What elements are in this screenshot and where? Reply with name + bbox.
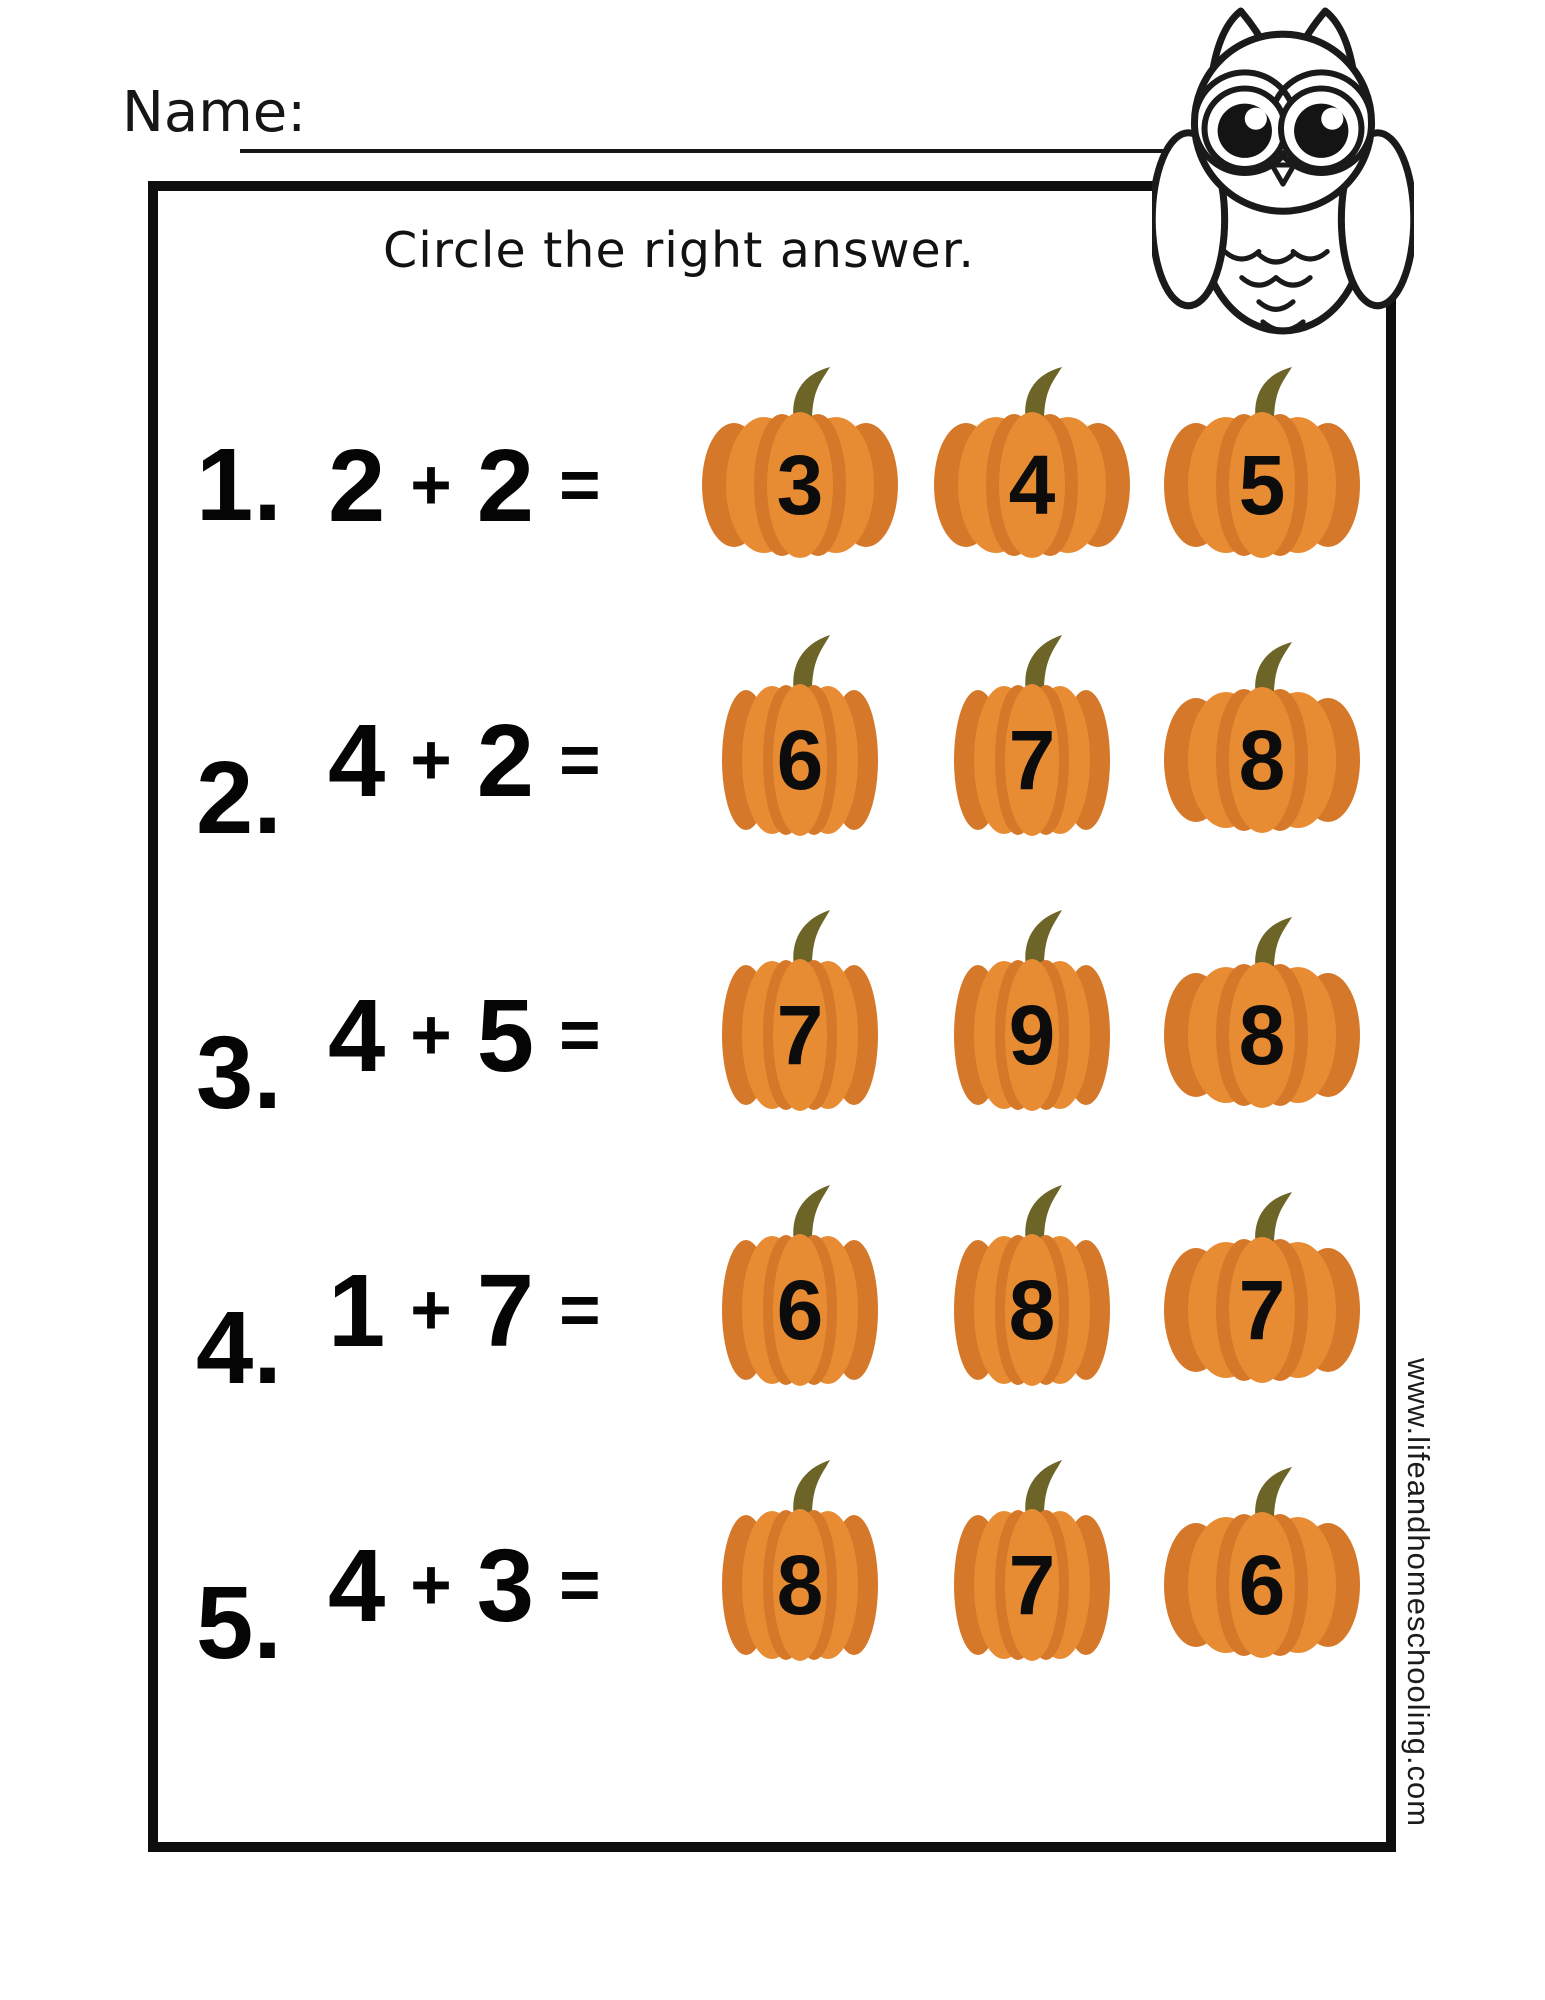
answer-option-pumpkin[interactable]: [720, 905, 880, 1119]
problem-number: 5.: [196, 1565, 282, 1680]
addend-a: 1: [328, 1252, 386, 1368]
answer-value: 4: [1008, 437, 1056, 532]
problem-number: 3.: [196, 1015, 282, 1130]
plus-sign: +: [410, 1270, 452, 1350]
addend-a: 4: [328, 702, 386, 818]
problem-number: 2.: [196, 740, 282, 855]
equals-sign: =: [559, 1545, 601, 1625]
plus-sign: +: [410, 1545, 452, 1625]
answer-option-pumpkin[interactable]: [952, 630, 1112, 844]
addend-a: 2: [328, 427, 386, 543]
answer-value: 7: [1008, 1538, 1056, 1632]
problem-row: [0, 920, 1545, 1150]
problem-row: [0, 1195, 1545, 1425]
addend-b: 3: [476, 1527, 535, 1643]
problem-row: [0, 1470, 1545, 1700]
answer-value: 9: [1008, 988, 1056, 1082]
answer-value: 8: [1238, 987, 1286, 1082]
answer-value: 8: [776, 1538, 824, 1632]
answer-option-pumpkin[interactable]: [700, 363, 900, 561]
answer-option-pumpkin[interactable]: [952, 1455, 1112, 1669]
page-title: Circle the right answer.: [383, 222, 975, 279]
answer-option-pumpkin[interactable]: [720, 630, 880, 844]
answer-option-pumpkin[interactable]: [1162, 638, 1362, 836]
answer-value: 7: [1238, 1262, 1286, 1357]
owl-icon: [1152, 6, 1414, 338]
equation: [328, 1470, 601, 1700]
answer-value: 5: [1238, 437, 1286, 532]
addend-b: 2: [476, 702, 535, 818]
answer-option-pumpkin[interactable]: [1162, 1188, 1362, 1386]
answer-option-pumpkin[interactable]: [952, 905, 1112, 1119]
answer-value: 8: [1008, 1263, 1056, 1357]
addend-b: 5: [476, 977, 535, 1093]
equals-sign: =: [559, 445, 601, 525]
equals-sign: =: [559, 995, 601, 1075]
plus-sign: +: [410, 995, 452, 1075]
answer-option-pumpkin[interactable]: [1162, 363, 1362, 561]
answer-option-pumpkin[interactable]: [932, 363, 1132, 561]
addend-b: 7: [476, 1252, 535, 1368]
answer-value: 8: [1238, 712, 1286, 807]
name-input-line[interactable]: [240, 149, 1168, 153]
equation: [328, 645, 601, 875]
addend-a: 4: [328, 977, 386, 1093]
answer-value: 7: [1008, 713, 1056, 807]
equation: [328, 1195, 601, 1425]
addend-a: 4: [328, 1527, 386, 1643]
problem-number: 1.: [196, 427, 282, 542]
website-watermark: www.lifeandhomeschooling.com: [1401, 1358, 1436, 1828]
addend-b: 2: [476, 427, 535, 543]
answer-value: 6: [776, 713, 824, 807]
name-label: Name:: [122, 80, 307, 145]
answer-value: 6: [1238, 1537, 1286, 1632]
answer-option-pumpkin[interactable]: [1162, 913, 1362, 1111]
problem-row: [0, 645, 1545, 875]
answer-value: 6: [776, 1263, 824, 1357]
equation: [328, 370, 601, 600]
equals-sign: =: [559, 1270, 601, 1350]
answer-option-pumpkin[interactable]: [720, 1455, 880, 1669]
answer-option-pumpkin[interactable]: [1162, 1463, 1362, 1661]
plus-sign: +: [410, 445, 452, 525]
equation: [328, 920, 601, 1150]
plus-sign: +: [410, 720, 452, 800]
problem-row: [0, 370, 1545, 600]
answer-value: 3: [776, 437, 824, 532]
answer-option-pumpkin[interactable]: [720, 1180, 880, 1394]
problem-number: 4.: [196, 1290, 282, 1405]
answer-value: 7: [776, 988, 824, 1082]
answer-option-pumpkin[interactable]: [952, 1180, 1112, 1394]
equals-sign: =: [559, 720, 601, 800]
